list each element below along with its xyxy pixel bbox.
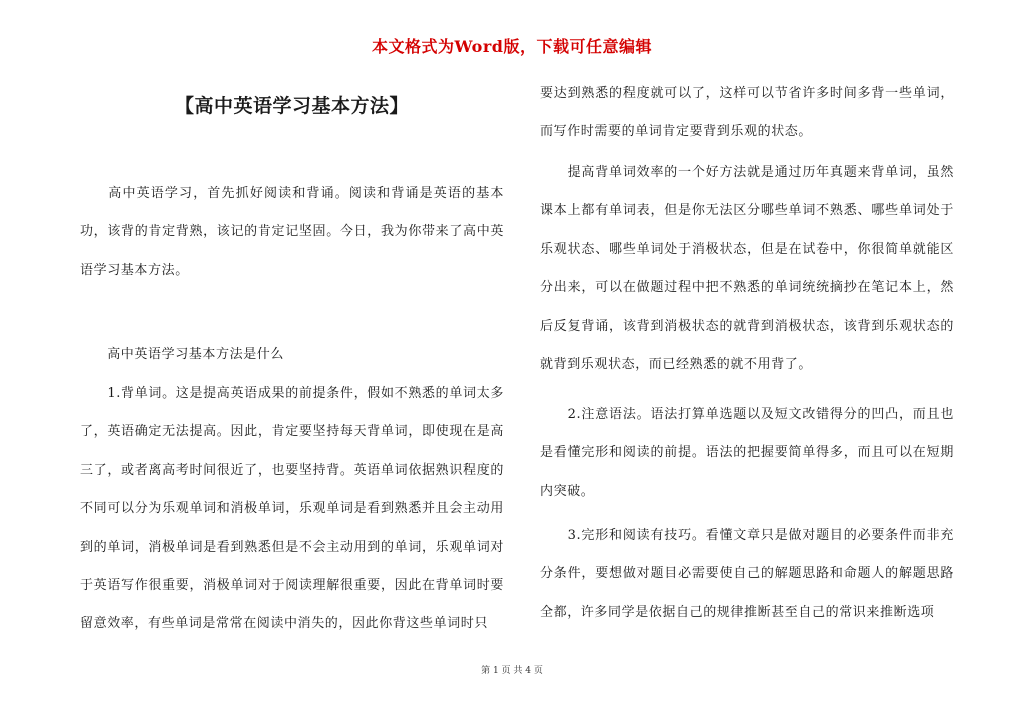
word-format-banner: 本文格式为Word版，下载可任意编辑 <box>372 37 652 56</box>
left-paragraph-vocab: 1.背单词。这是提高英语成果的前提条件，假如不熟悉的单词太多了，英语确定无法提高。因此，肯定要坚持每天背单词，即使现在是高三了，或者离高考时间很近了，也要坚持背。英语单词依据熟识程度的不同可以分为乐观单词和消极单词，乐观单词是看到熟悉并且会主动用到的单词，消极单词是看到熟悉但是不会主动用到的单词，乐观单词对于英语写作很重要，消极单词对于阅读理解很重要，因此在背单词时要留意效率，有些单词是常常在阅读中消失的，因此你背这些单词时只 <box>80 386 504 632</box>
left-paragraph-heading: 高中英语学习基本方法是什么 <box>80 347 285 362</box>
right-paragraph-continuation: 要达到熟悉的程度就可以了，这样可以节省许多时间多背一些单词，而写作时需要的单词肯定要背到乐观的状态。 <box>540 86 954 140</box>
right-paragraph-reading: 3.完形和阅读有技巧。看懂文章只是做对题目的必要条件而非充分条件，要想做对题目必需要使自己的解题思路和命题人的解题思路全都，许多同学是依据自己的规律推断甚至自己的常识来推断选项 <box>540 528 954 620</box>
left-paragraph-intro: 高中英语学习，首先抓好阅读和背诵。阅读和背诵是英语的基本功，该背的肯定背熟，该记的肯定记坚固。今日，我为你带来了高中英语学习基本方法。 <box>80 186 504 278</box>
right-paragraph-grammar: 2.注意语法。语法打算单选题以及短文改错得分的凹凸，而且也是看懂完形和阅读的前提。语法的把握要简单得多，而且可以在短期内突破。 <box>540 407 954 499</box>
right-paragraph-vocab-efficiency: 提高背单词效率的一个好方法就是通过历年真题来背单词，虽然课本上都有单词表，但是你无法区分哪些单词不熟悉、哪些单词处于乐观状态、哪些单词处于消极状态，但是在试卷中，你很简单就能区分出来，可以在做题过程中把不熟悉的单词统统摘抄在笔记本上，然后反复背诵，该背到消极状态的就背到消极状态，该背到乐观状态的就背到乐观状态，而已经熟悉的就不用背了。 <box>540 165 954 373</box>
page-number-footer: 第 1 页 共 4 页 <box>481 666 543 676</box>
document-title: 【高中英语学习基本方法】 <box>174 95 409 117</box>
